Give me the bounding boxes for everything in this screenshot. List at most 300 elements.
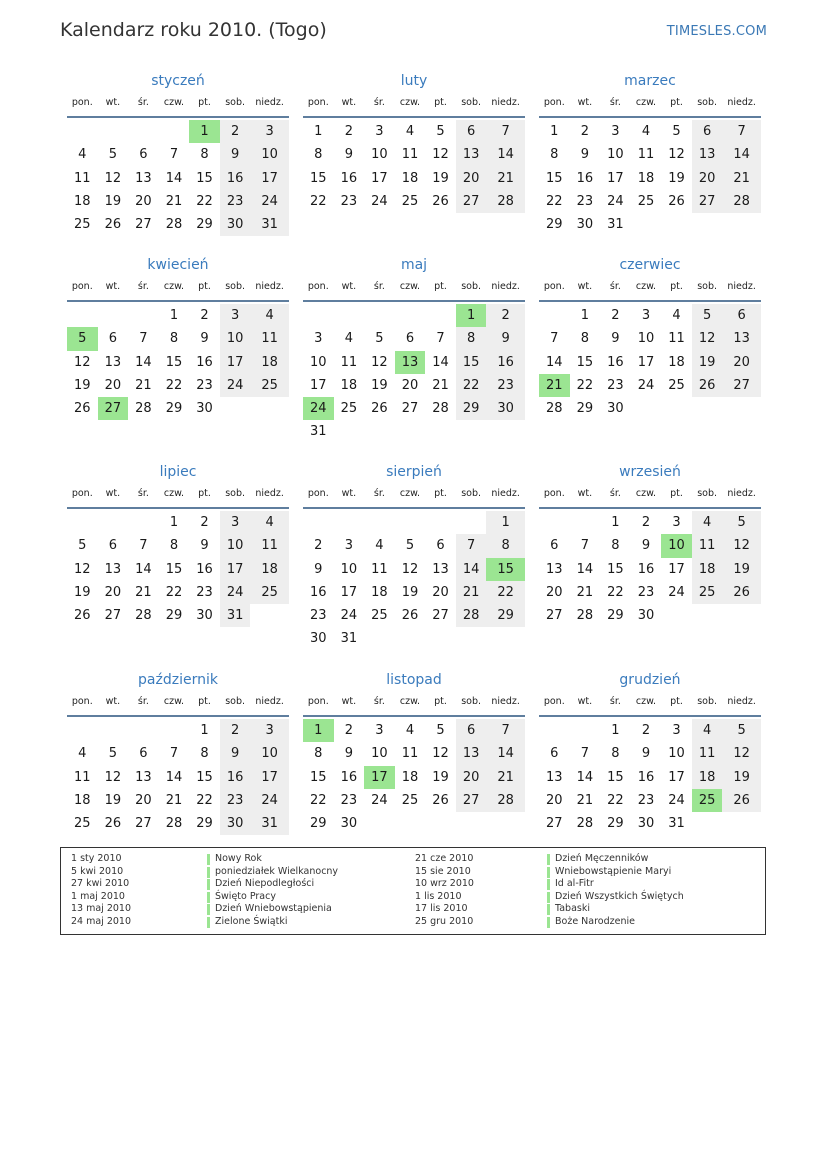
day-cell: 7: [722, 120, 761, 143]
weekday-label: wt.: [341, 696, 357, 707]
day-cell: 20: [135, 792, 152, 808]
day-cell: 25: [74, 217, 91, 233]
day-cell: 5: [108, 746, 117, 762]
day-cell: 11: [668, 331, 685, 347]
empty-day-cell: [456, 812, 487, 835]
day-cell: 12: [74, 354, 91, 370]
day-cell: 29: [607, 608, 624, 624]
legend-holiday-name: Dzień Wniebowstąpienia: [207, 903, 338, 916]
month-block: [539, 254, 761, 420]
weekday-label: wt.: [577, 488, 593, 499]
month-block: [303, 254, 525, 444]
day-cell: 31: [340, 631, 358, 647]
legend-holiday-name: Boże Narodzenie: [547, 916, 684, 929]
day-cell: 29: [196, 816, 213, 832]
day-cell: 19: [722, 766, 761, 789]
empty-day-cell: [395, 420, 426, 443]
day-cell: 13: [546, 561, 563, 577]
day-cell: 14: [165, 769, 183, 785]
day-cell: 3: [220, 304, 251, 327]
day-cell: 16: [340, 170, 358, 186]
day-cell: 13: [135, 769, 152, 785]
day-cell: 2: [344, 124, 353, 139]
day-cell: 10: [220, 534, 251, 557]
day-cell: 23: [637, 792, 655, 808]
day-cell: 10: [340, 561, 358, 577]
day-cell: 14: [432, 354, 449, 370]
day-cell: 5: [78, 538, 87, 554]
day-cell: 10: [250, 742, 289, 765]
day-cell: 14: [135, 561, 152, 577]
day-cell: 18: [74, 193, 91, 209]
day-cell: 27: [401, 401, 419, 417]
weekday-label: sob.: [461, 97, 481, 108]
day-cell: 30: [607, 401, 624, 417]
empty-day-cell: [220, 397, 251, 420]
day-cell: 22: [196, 792, 213, 808]
day-cell: 30: [637, 608, 655, 624]
month-block: [303, 70, 525, 213]
day-cell: 16: [196, 354, 213, 370]
empty-day-cell: [425, 420, 456, 443]
weekday-label: wt.: [341, 488, 357, 499]
day-cell: 9: [486, 327, 525, 350]
day-cell: 3: [611, 124, 620, 139]
day-cell: 21: [135, 377, 152, 393]
legend-date: 13 maj 2010: [71, 903, 132, 915]
weekday-label: śr.: [373, 97, 385, 108]
day-cell: 16: [220, 167, 251, 190]
day-cell: 17: [310, 377, 327, 393]
month-name: czerwiec: [619, 257, 681, 273]
month-name: luty: [400, 73, 428, 89]
weekday-label: sob.: [225, 696, 245, 707]
day-cell: 15: [196, 769, 213, 785]
empty-day-cell: [661, 397, 692, 420]
day-cell: 5: [436, 124, 445, 139]
weekday-header: [539, 96, 761, 118]
legend-date: 21 cze 2010: [415, 853, 474, 864]
day-grid: [67, 120, 289, 236]
day-cell: 20: [546, 584, 563, 600]
day-cell: 18: [401, 170, 419, 186]
day-grid: [303, 719, 525, 835]
day-cell: 14: [576, 769, 594, 785]
holiday-day-cell: 21: [539, 374, 570, 397]
empty-day-cell: [539, 304, 570, 327]
day-cell: 18: [668, 354, 685, 370]
day-cell: 8: [169, 538, 179, 554]
weekday-header: [67, 487, 289, 509]
day-cell: 27: [456, 190, 487, 213]
day-cell: 13: [456, 742, 487, 765]
day-cell: 22: [486, 581, 525, 604]
day-cell: 19: [371, 377, 388, 393]
day-cell: 23: [220, 789, 251, 812]
day-cell: 16: [607, 354, 624, 370]
day-cell: 2: [200, 308, 209, 323]
empty-day-cell: [661, 604, 692, 627]
weekday-label: sob.: [697, 97, 717, 108]
weekday-header: [539, 280, 761, 302]
day-cell: 23: [576, 193, 594, 209]
weekday-label: sob.: [697, 488, 717, 499]
day-cell: 11: [692, 534, 723, 557]
weekday-label: czw.: [635, 696, 657, 707]
day-cell: 25: [250, 374, 289, 397]
day-cell: 27: [104, 608, 122, 624]
day-cell: 30: [220, 213, 251, 236]
empty-day-cell: [425, 304, 456, 327]
holiday-day-cell: 10: [661, 534, 692, 557]
day-cell: 16: [637, 561, 655, 577]
day-cell: 23: [340, 792, 358, 808]
day-cell: 5: [405, 538, 415, 554]
day-cell: 30: [637, 816, 655, 832]
day-cell: 9: [611, 331, 620, 347]
day-cell: 17: [637, 354, 655, 370]
day-cell: 14: [576, 561, 594, 577]
day-grid: [539, 304, 761, 420]
month-block: [67, 70, 289, 236]
day-cell: 3: [250, 120, 289, 143]
page-title: Kalendarz roku 2010. (Togo): [60, 19, 327, 41]
empty-day-cell: [128, 719, 159, 742]
weekday-label: wt.: [341, 281, 357, 292]
weekday-label: niedz.: [255, 97, 284, 108]
legend-date: 10 wrz 2010: [415, 878, 474, 890]
month-block: [539, 70, 761, 236]
day-cell: 7: [139, 538, 148, 554]
day-cell: 19: [104, 193, 122, 209]
weekday-label: pon.: [71, 281, 93, 292]
weekday-label: wt.: [105, 488, 121, 499]
legend-dates-col-1: [71, 853, 131, 929]
day-cell: 2: [220, 120, 251, 143]
weekday-label: niedz.: [727, 488, 756, 499]
day-cell: 11: [692, 742, 723, 765]
day-cell: 9: [220, 742, 251, 765]
day-cell: 8: [200, 746, 209, 762]
day-cell: 31: [220, 604, 251, 627]
day-cell: 4: [405, 124, 415, 139]
day-cell: 9: [220, 143, 251, 166]
day-cell: 13: [104, 561, 122, 577]
weekday-label: czw.: [163, 488, 185, 499]
day-cell: 24: [220, 374, 251, 397]
day-cell: 15: [165, 561, 183, 577]
weekday-label: sob.: [697, 696, 717, 707]
day-cell: 29: [310, 816, 327, 832]
day-cell: 24: [668, 584, 685, 600]
day-cell: 20: [456, 766, 487, 789]
day-cell: 4: [250, 304, 289, 327]
empty-day-cell: [67, 120, 98, 143]
weekday-label: pt.: [434, 488, 447, 499]
day-cell: 10: [371, 746, 388, 762]
legend-date: 27 kwi 2010: [71, 878, 130, 890]
legend-names-col-2: [547, 853, 684, 929]
legend-date: 15 sie 2010: [415, 865, 471, 877]
day-cell: 2: [580, 124, 589, 139]
weekday-label: pt.: [198, 696, 211, 707]
empty-day-cell: [722, 812, 761, 835]
day-cell: 24: [220, 581, 251, 604]
day-cell: 29: [576, 401, 594, 417]
day-cell: 30: [486, 397, 525, 420]
empty-day-cell: [661, 213, 692, 236]
day-cell: 25: [401, 193, 419, 209]
legend-date: 24 maj 2010: [71, 915, 132, 927]
day-grid: [67, 719, 289, 835]
weekday-label: śr.: [609, 97, 621, 108]
day-cell: 12: [722, 534, 761, 557]
day-cell: 16: [637, 769, 655, 785]
month-block: [67, 461, 289, 627]
month-block: [67, 254, 289, 420]
weekday-label: pt.: [434, 696, 447, 707]
day-cell: 4: [250, 511, 289, 534]
day-cell: 13: [546, 769, 563, 785]
holiday-day-cell: 1: [189, 120, 220, 143]
weekday-label: niedz.: [255, 488, 284, 499]
holiday-day-cell: 1: [456, 304, 487, 327]
day-grid: [539, 511, 761, 627]
empty-day-cell: [539, 719, 570, 742]
day-cell: 16: [486, 351, 525, 374]
day-cell: 9: [200, 538, 209, 554]
day-cell: 26: [104, 217, 122, 233]
day-cell: 6: [108, 331, 117, 347]
day-cell: 8: [486, 534, 525, 557]
day-cell: 20: [432, 584, 449, 600]
day-cell: 22: [165, 584, 183, 600]
day-cell: 4: [375, 538, 384, 554]
weekday-label: sob.: [225, 97, 245, 108]
day-cell: 11: [250, 534, 289, 557]
day-cell: 4: [692, 511, 723, 534]
day-cell: 4: [78, 746, 87, 762]
weekday-label: pon.: [71, 97, 93, 108]
day-cell: 5: [108, 147, 117, 163]
day-cell: 8: [169, 331, 179, 347]
holiday-day-cell: 1: [303, 719, 334, 742]
day-cell: 1: [169, 515, 179, 530]
month-block: [67, 669, 289, 835]
day-cell: 28: [576, 816, 594, 832]
legend-holiday-name: Dzień Niepodległości: [207, 878, 338, 891]
month-name: styczeń: [151, 73, 205, 89]
weekday-label: śr.: [373, 488, 385, 499]
day-cell: 23: [310, 608, 327, 624]
day-cell: 12: [104, 170, 122, 186]
day-cell: 28: [576, 608, 594, 624]
month-name: maj: [400, 257, 428, 273]
day-cell: 1: [169, 308, 179, 323]
day-cell: 26: [74, 608, 91, 624]
day-cell: 21: [486, 766, 525, 789]
day-cell: 25: [371, 608, 388, 624]
day-cell: 3: [375, 723, 384, 738]
month-name: listopad: [386, 672, 442, 688]
legend-holiday-name: Wniebowstąpienie Maryi: [547, 866, 684, 879]
legend-holiday-name: Święto Pracy: [207, 891, 338, 904]
day-cell: 11: [250, 327, 289, 350]
day-cell: 31: [250, 812, 289, 835]
day-cell: 12: [668, 147, 685, 163]
day-cell: 28: [135, 608, 152, 624]
holiday-day-cell: 24: [303, 397, 334, 420]
day-cell: 24: [371, 792, 388, 808]
day-cell: 21: [456, 581, 487, 604]
day-grid: [67, 511, 289, 627]
day-cell: 29: [486, 604, 525, 627]
day-cell: 9: [641, 538, 651, 554]
month-block: [539, 669, 761, 835]
day-cell: 22: [546, 193, 563, 209]
day-cell: 21: [135, 584, 152, 600]
day-cell: 23: [486, 374, 525, 397]
weekday-label: niedz.: [491, 281, 520, 292]
day-cell: 27: [135, 217, 152, 233]
day-cell: 6: [108, 538, 117, 554]
day-cell: 15: [310, 170, 327, 186]
day-cell: 3: [375, 124, 384, 139]
day-cell: 10: [250, 143, 289, 166]
day-cell: 27: [432, 608, 449, 624]
day-cell: 28: [722, 190, 761, 213]
day-cell: 15: [165, 354, 183, 370]
day-cell: 1: [611, 723, 620, 738]
day-cell: 25: [668, 377, 685, 393]
day-cell: 5: [722, 719, 761, 742]
day-cell: 5: [722, 511, 761, 534]
day-grid: [303, 120, 525, 213]
day-cell: 28: [165, 816, 183, 832]
day-cell: 12: [74, 561, 91, 577]
day-cell: 15: [310, 769, 327, 785]
day-cell: 14: [486, 143, 525, 166]
day-cell: 3: [641, 308, 651, 323]
weekday-label: pon.: [307, 281, 329, 292]
weekday-label: czw.: [635, 488, 657, 499]
day-cell: 7: [456, 534, 487, 557]
empty-day-cell: [98, 719, 129, 742]
day-cell: 23: [196, 584, 213, 600]
day-cell: 10: [371, 147, 388, 163]
day-cell: 1: [486, 511, 525, 534]
day-cell: 17: [607, 170, 624, 186]
weekday-label: pon.: [71, 488, 93, 499]
day-cell: 26: [74, 401, 91, 417]
day-cell: 24: [250, 190, 289, 213]
day-cell: 11: [371, 561, 388, 577]
empty-day-cell: [456, 627, 487, 650]
day-cell: 12: [692, 327, 723, 350]
day-cell: 21: [432, 377, 449, 393]
empty-day-cell: [250, 397, 289, 420]
day-cell: 18: [340, 377, 358, 393]
day-cell: 16: [576, 170, 594, 186]
day-cell: 7: [169, 746, 179, 762]
day-cell: 27: [135, 816, 152, 832]
day-cell: 16: [310, 584, 327, 600]
weekday-label: sob.: [461, 281, 481, 292]
day-cell: 10: [637, 331, 655, 347]
weekday-header: [67, 695, 289, 717]
day-cell: 4: [405, 723, 415, 738]
empty-day-cell: [98, 120, 129, 143]
brand-link[interactable]: TIMESLES.COM: [666, 24, 767, 39]
weekday-label: wt.: [105, 97, 121, 108]
day-cell: 26: [432, 792, 449, 808]
weekday-label: wt.: [577, 97, 593, 108]
weekday-label: pt.: [670, 97, 683, 108]
day-cell: 29: [165, 608, 183, 624]
day-cell: 20: [546, 792, 563, 808]
day-cell: 16: [340, 769, 358, 785]
month-name: lipiec: [159, 464, 197, 480]
day-cell: 17: [220, 351, 251, 374]
weekday-label: niedz.: [255, 696, 284, 707]
day-cell: 25: [74, 816, 91, 832]
day-cell: 20: [135, 193, 152, 209]
day-cell: 30: [310, 631, 327, 647]
day-cell: 22: [196, 193, 213, 209]
empty-day-cell: [395, 511, 426, 534]
day-cell: 11: [401, 746, 419, 762]
day-cell: 8: [314, 147, 323, 163]
day-cell: 17: [371, 170, 388, 186]
day-cell: 18: [692, 766, 723, 789]
weekday-label: śr.: [609, 488, 621, 499]
empty-day-cell: [570, 719, 601, 742]
day-cell: 28: [486, 789, 525, 812]
day-cell: 20: [104, 584, 122, 600]
day-cell: 22: [310, 193, 327, 209]
empty-day-cell: [98, 304, 129, 327]
empty-day-cell: [456, 420, 487, 443]
day-cell: 31: [310, 424, 327, 440]
day-cell: 10: [668, 746, 685, 762]
day-cell: 2: [641, 515, 651, 530]
day-cell: 13: [104, 354, 122, 370]
day-cell: 26: [371, 401, 388, 417]
day-cell: 2: [486, 304, 525, 327]
day-cell: 3: [344, 538, 353, 554]
day-cell: 7: [436, 331, 445, 347]
month-block: [539, 461, 761, 627]
weekday-label: pt.: [670, 696, 683, 707]
day-cell: 1: [550, 124, 559, 139]
month-block: [303, 669, 525, 835]
empty-day-cell: [539, 511, 570, 534]
weekday-header: [303, 280, 525, 302]
day-cell: 8: [200, 147, 209, 163]
day-cell: 17: [250, 766, 289, 789]
weekday-label: pt.: [434, 281, 447, 292]
day-cell: 20: [722, 351, 761, 374]
holiday-day-cell: 25: [692, 789, 723, 812]
empty-day-cell: [722, 604, 761, 627]
legend-date: 1 sty 2010: [71, 853, 122, 864]
empty-day-cell: [128, 511, 159, 534]
day-cell: 6: [692, 120, 723, 143]
day-cell: 9: [641, 746, 651, 762]
empty-day-cell: [692, 213, 723, 236]
holiday-day-cell: 5: [67, 327, 98, 350]
weekday-header: [303, 487, 525, 509]
